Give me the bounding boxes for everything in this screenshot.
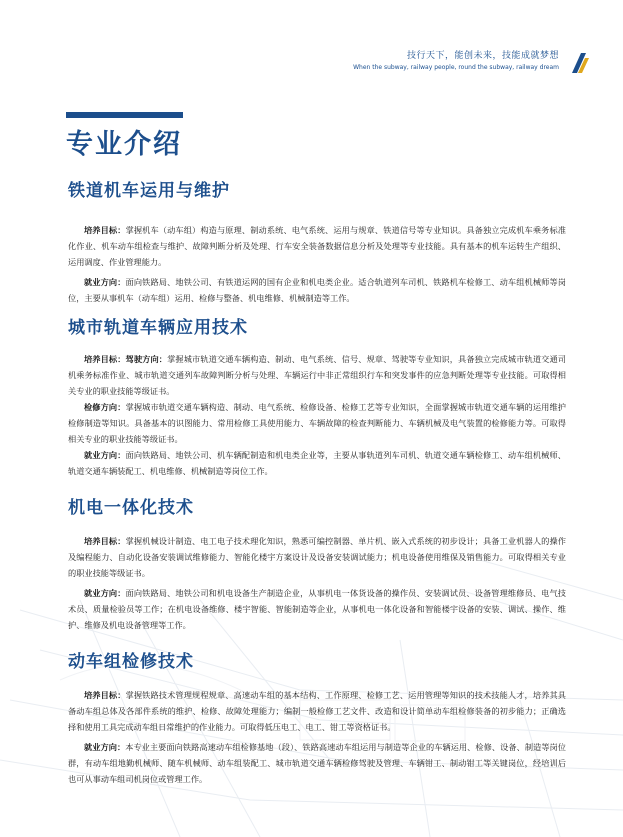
training-goal-paragraph [68,533,566,581]
section-title: 机电一体化技术 [68,498,194,518]
training-goal-paragraph [68,222,566,270]
paragraph-text: 掌握机车（动车组）构造与原理、制动系统、电气系统、运用与规章、铁道信号等专业知识。具备独立完成机车乘务标准化作业、机车动车组检查与维护、故障判断分析及处理、行车安全装备数据信息分析及处理等专业技能。具有基本的机车运转生产组织、运用调度、作业管理能力。 [68,225,566,267]
employment-paragraph [68,585,566,633]
brand-stripe-logo-icon [567,52,589,74]
paragraph-text: 掌握城市轨道交通车辆构造、制动、电气系统、信号、规章、驾驶等专业知识，具备独立完成城市轨道交通司机乘务标准作业、城市轨道交通列车故障判断分析与处理、车辆运行中非正常组织行车和突发事件的应急判断处理等专业技能。可取得相关专业的职业技能等级证书。 [68,354,566,396]
slogan-english: When the subway, railway people, round the subway, railway dream [353,64,559,71]
paragraph-label: 培养目标： [84,225,126,235]
paragraph-label: 检修方向： [84,402,126,412]
section-mechatronics [68,497,566,633]
section-title: 铁道机车运用与维护 [68,181,230,201]
section-title: 动车组检修技术 [68,652,194,672]
paragraph-label: 培养目标： [84,536,126,546]
section-emu-maintenance [68,651,566,787]
section-title: 城市轨道车辆应用技术 [68,318,248,338]
paragraph-text: 掌握城市轨道交通车辆构造、制动、电气系统、检修设备、检修工艺等专业知识，全面掌握城市轨道交通车辆的运用维护检修制造等知识。具备基本的识图能力、常用检修工具使用能力、车辆故障的检查判断能力、车辆机械及电气装置的检修能力等。可取得相关专业的职业技能等级证书。 [68,402,566,444]
paragraph-label: 就业方向： [84,588,126,598]
title-accent-bar [66,112,183,118]
section-urban-rail-vehicle [68,317,566,479]
section-railway-locomotive [68,180,566,306]
paragraph-label: 就业方向： [84,742,126,752]
header-slogan [353,51,559,73]
paragraph-label: 就业方向： [84,450,126,460]
paragraph-text: 面向铁路局、地铁公司、有铁道运网的国有企业和机电类企业。适合轨道列车司机、铁路机车检修工、动车组机械师等岗位，主要从事机车（动车组）运用、检修与整备、机电维修、机械制造等工作。 [68,277,566,303]
paragraph-text: 本专业主要面向铁路高速动车组检修基地（段）、铁路高速动车组运用与制造等企业的车辆运用、检修、设备、制造等岗位群，有动车组地勤机械师、随车机械师、动车组装配工、城市轨道交通车辆检修驾驶及管理、车辆钳工、制动钳工等关键岗位，经培训后也可从事动车组司机岗位或管理工作。 [68,742,566,784]
page-title: 专业介绍 [66,129,182,160]
slogan-chinese: 技行天下，能创未来，技能成就梦想 [406,51,559,61]
paragraph-text: 掌握机械设计制造、电工电子技术理化知识，熟悉可编控制器、单片机、嵌入式系统的初步设计；具备工业机器人的操作及编程能力、自动化设备安装调试维修能力、智能化楼宇方案设计及设备安装调试能力；机电设备使用维保及销售能力。可取得相关专业的职业技能等级证书。 [68,536,566,578]
paragraph-label: 就业方向： [84,277,126,287]
driving-direction-paragraph [68,351,566,399]
maintenance-direction-paragraph [68,399,566,447]
employment-paragraph [68,274,566,306]
paragraph-text: 面向铁路局、地铁公司和机电设备生产制造企业，从事机电一体货设备的操作员、安装调试员、设备管理维修员、电气技术员、质量检验员等工作；在机电设备维修、楼宇智能、智能制造等企业，从事机电一体化设备和智能楼宇设备的安装、调试、操作、维护、维修及机电设备管理等工作。 [68,588,566,630]
paragraph-label: 培养目标：驾驶方向： [84,354,168,364]
paragraph-text: 面向铁路局、地铁公司、机车辆配制造和机电类企业等，主要从事轨道列车司机、轨道交通车辆检修工、动车组机械师、轨道交通车辆装配工、机电维修、机械制造等岗位工作。 [68,450,566,476]
employment-paragraph [68,739,566,787]
training-goal-paragraph [68,687,566,735]
paragraph-text: 掌握铁路技术管理规程规章、高速动车组的基本结构、工作原理、检修工艺、运用管理等知识的技术技能人才，培养其具备动车组总体及各部件系统的维护、检修、故障处理能力；编制一般检修工艺文件、改造和设计简单动车组检修装备的初步能力；正确选择和使用工具完成动车组日常维护的作业能力。可取得低压电工、电工、钳工等资格证书。 [68,690,566,732]
employment-paragraph [68,447,566,479]
paragraph-label: 培养目标： [84,690,126,700]
